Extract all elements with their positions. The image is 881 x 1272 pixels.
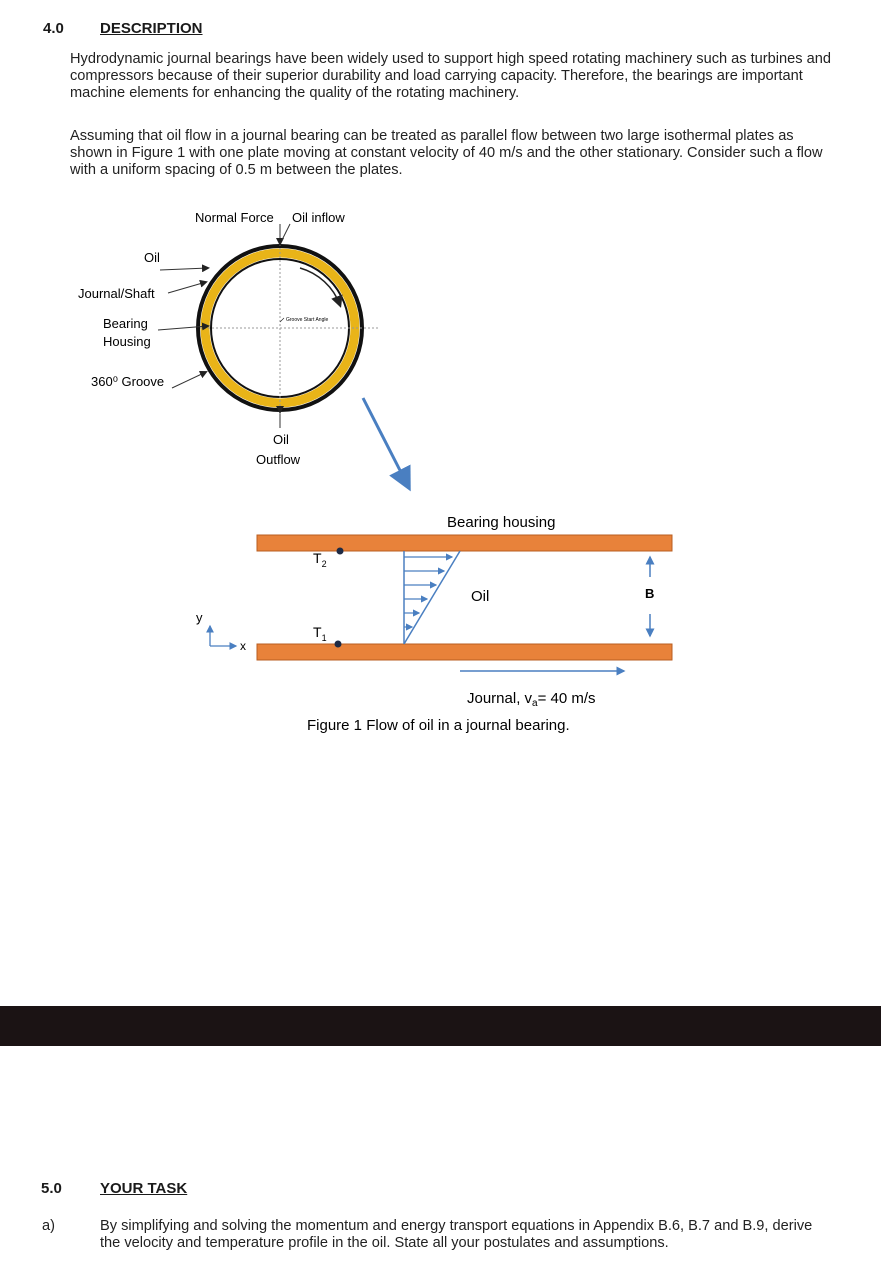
section-heading-your-task: YOUR TASK [100,1180,188,1197]
label-oil-flow: Oil [471,588,490,605]
flow-diagram [210,535,672,671]
label-t2: $T_2$ [313,550,327,569]
label-oil-out: Oil [273,432,289,447]
section-heading-description: DESCRIPTION [100,20,203,37]
label-bearing: Bearing [103,316,148,331]
label-y-axis: y [196,610,203,625]
description-paragraph-1: Hydrodynamic journal bearings have been widely used to support high speed rotating machinery such as turbines and compressors because of their superior durability and load carrying capacity. Therefore, the bearings are important machine elements for enhancing the quality of the rotating machinery. [70,51,831,101]
label-oil-inflow: Oil inflow [292,210,345,225]
label-t1: $T_1$ [313,624,327,643]
label-b: B [645,586,655,601]
label-journal-shaft: Journal/Shaft [78,286,155,301]
section-number-4: 4.0 [43,20,64,37]
task-item-label: a) [42,1218,55,1234]
figure-caption: Figure 1 Flow of oil in a journal bearing. [307,717,570,734]
description-paragraph-2: Assuming that oil flow in a journal bearing can be treated as parallel flow between two large isothermal plates as shown in Figure 1 with one plate moving at constant velocity of 40 m/s and the other stationary. Consider such a flow with a uniform spacing of 0.5 m between the plates. [70,128,823,178]
label-oil: Oil [144,250,160,265]
t2-point [337,548,344,555]
task-item-text: By simplifying and solving the momentum and energy transport equations in Appendix B.6, B.7 and B.9, derive the velocity and temperature profile in the oil. State all your postulates and assumptions. [100,1218,813,1251]
black-separator-band [0,1006,881,1046]
zoom-arrow-icon [363,398,408,486]
label-x-axis: x [240,639,246,653]
label-housing: Housing [103,334,151,349]
label-groove: 360⁰ Groove [91,374,165,389]
journal-plate [257,644,672,660]
label-normal-force: Normal Force [195,210,274,225]
label-bearing-housing: Bearing housing [447,514,556,531]
label-outflow: Outflow [256,452,301,467]
t1-point [335,641,342,648]
label-groove-start-angle: Groove Start Angle [286,317,329,323]
section-number-5: 5.0 [41,1180,62,1197]
label-journal-velocity: Journal, $v_a= 40$ m/s [467,690,596,709]
bearing-cross-section [158,224,380,428]
bearing-housing-plate [257,535,672,551]
